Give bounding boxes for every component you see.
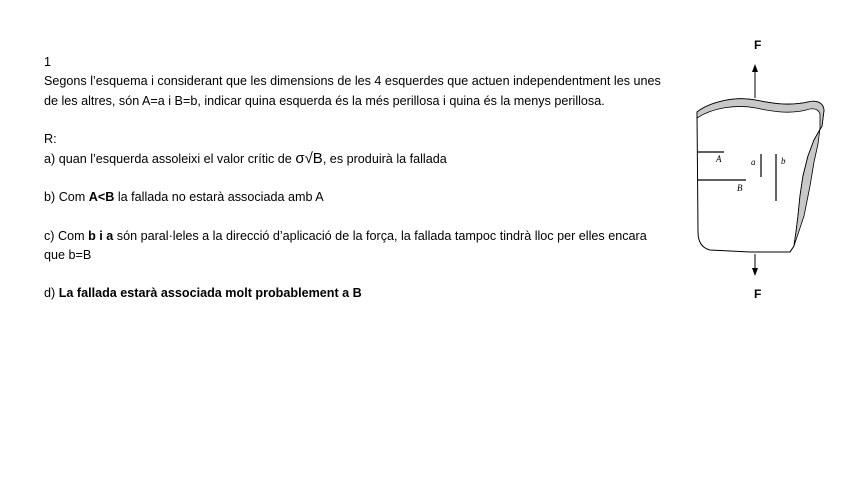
crack-b-label: b <box>781 156 786 166</box>
answer-c-bold: b i a <box>88 228 114 243</box>
force-bottom-arrow-head <box>752 268 758 276</box>
question-text-block <box>44 53 664 304</box>
answer-a-suffix: , es produirà la fallada <box>322 152 447 167</box>
spacer <box>44 111 664 130</box>
question-number: 1 <box>44 55 52 69</box>
answer-b <box>44 188 664 207</box>
crack-plate-diagram <box>690 36 830 306</box>
force-top-arrow-head <box>752 64 758 72</box>
answer-label: R: <box>44 131 57 146</box>
answer-b-bold: A<B <box>88 190 115 205</box>
crack-a-label: a <box>751 157 756 167</box>
answer-c <box>44 227 664 266</box>
question-statement: Segons l’esquema i considerant que les dimensions de les 4 esquerdes que actuen independentment les unes de les altres, són A=a i B=b, indicar quina esquerda és la més perillosa i quina és la menys perillosa. <box>44 74 661 108</box>
crack-B-label: B <box>737 183 743 193</box>
answer-d <box>44 284 664 303</box>
answer-d-bold: La fallada estarà associada molt probablement a B <box>58 286 362 301</box>
answer-b-prefix: b) Com <box>44 190 89 205</box>
crack-plate-svg <box>690 36 830 306</box>
force-bottom-label: F <box>754 287 762 301</box>
spacer <box>44 265 664 284</box>
answer-c-suffix: són paral·leles a la direcció d’aplicació de la força, la fallada tampoc tindrà lloc per elles encara que b=B <box>44 228 647 263</box>
answer-a <box>44 149 664 169</box>
spacer <box>44 208 664 227</box>
force-top-label: F <box>754 38 762 52</box>
critical-value-formula: σ√B <box>295 150 323 168</box>
answer-b-suffix: la fallada no estarà associada amb A <box>114 190 324 205</box>
answer-d-prefix: d) <box>44 286 59 301</box>
crack-A-label: A <box>716 154 722 164</box>
spacer <box>44 169 664 188</box>
answer-a-prefix: a) quan l’esquerda assoleixi el valor crític de <box>44 152 296 167</box>
answer-c-prefix: c) Com <box>44 228 89 243</box>
